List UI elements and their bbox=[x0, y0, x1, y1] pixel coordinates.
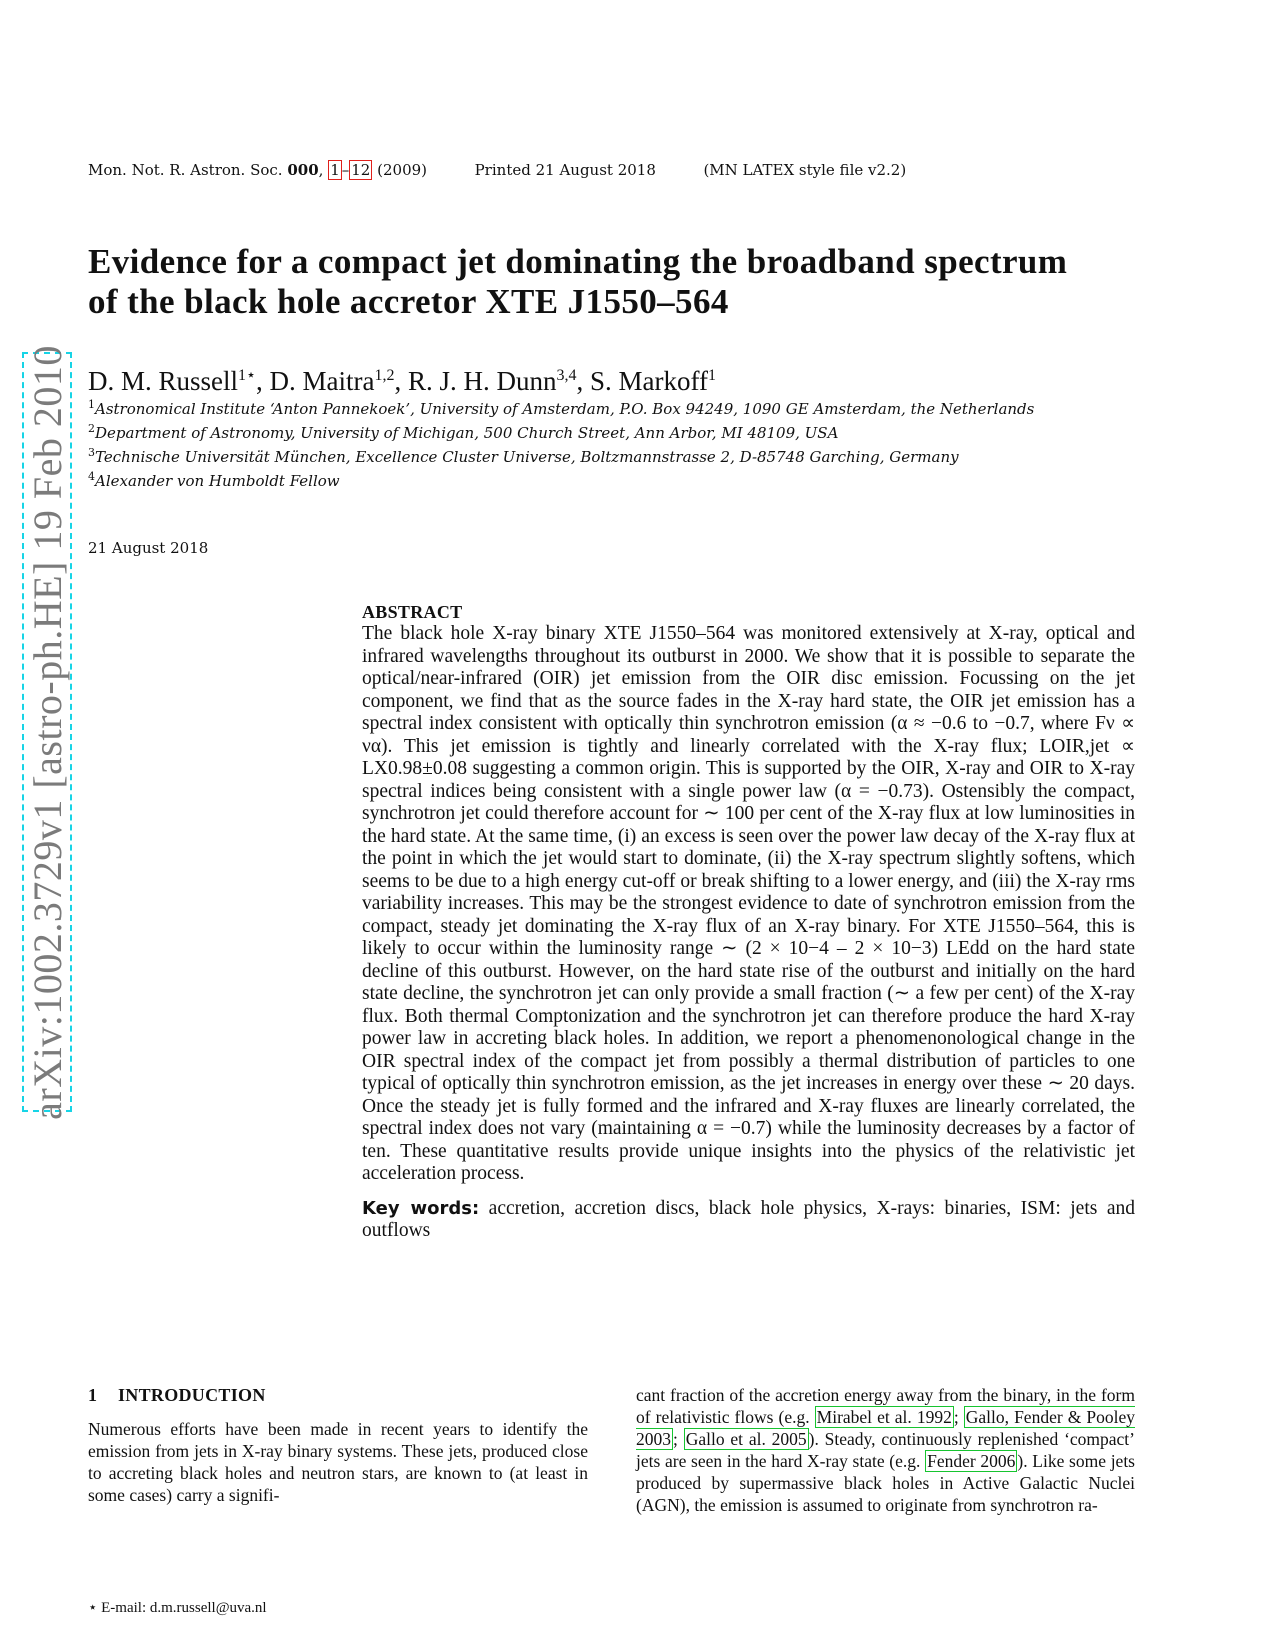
author-affil: 1 bbox=[708, 367, 717, 384]
abstract-text: The black hole X-ray binary XTE J1550–564 was monitored extensively at X-ray, optical and infrared wavelengths throughout its outburst in 2000. We show that it is possible to separate the optical/near-infrared (OIR) jet emission from the OIR disc emission. Focussing on the jet component, we find that as the source fades in the X-ray hard state, the OIR jet emission has a spectral index consistent with optically thin synchrotron emission (α ≈ −0.6 to −0.7, where Fν ∝ να). This jet emission is tightly and linearly correlated with the X-ray flux; LOIR,jet ∝ LX0.98±0.08 suggesting a common origin. This is supported by the OIR, X-ray and OIR to X-ray spectral indices being consistent with a single power law (α = −0.73). Ostensibly the compact, synchrotron jet could therefore account for ∼ 100 per cent of the X-ray flux at low luminosities in the hard state. At the same time, (i) an excess is seen over the power law decay of the X-ray flux at the point in which the jet would start to dominate, (ii) the X-ray spectrum slightly softens, which seems to be due to a high energy cut-off or break shifting to a lower energy, and (iii) the X-ray rms variability increases. This may be the strongest evidence to date of synchrotron emission from the compact, steady jet dominating the X-ray flux of an X-ray binary. For XTE J1550–564, this is likely to occur within the luminosity range ∼ (2 × 10−4 – 2 × 10−3) LEdd on the hard state decline of this outburst. However, on the hard state rise of the outburst and initially on the hard state decline, the synchrotron jet can only provide a small fraction (∼ a few per cent) of the X-ray flux. Both thermal Comptonization and the synchrotron jet can therefore produce the hard X-ray power law in accreting black holes. In addition, we report a phenomenonological change in the OIR spectral index of the compact jet from possibly a thermal distribution of particles to one typical of optically thin synchrotron emission, as the jet increases in energy over these ∼ 20 days. Once the steady jet is fully formed and the infrared and X-ray fluxes are linearly correlated, the spectral index does not vary (maintaining α = −0.7) while the luminosity decreases by a factor of ten. These quantitative results provide unique insights into the physics of the relativistic jet acceleration process. bbox=[362, 623, 1135, 1184]
author-affil: 3,4 bbox=[556, 367, 577, 384]
journal-volume: 000 bbox=[287, 161, 319, 179]
section-title: INTRODUCTION bbox=[118, 1385, 266, 1405]
citation-link[interactable]: Gallo et al. 2005 bbox=[685, 1429, 807, 1449]
author-list: D. M. Russell$^{1⋆}$, D. Maitra$^{1,2}$, R. J. H. Dunn$^{3,4}$, S. Markoff$^1$ bbox=[88, 366, 717, 396]
keywords-label: Key words: bbox=[362, 1197, 480, 1219]
affiliation: $^4$Alexander von Humboldt Fellow bbox=[88, 470, 340, 490]
keywords-text: accretion, accretion discs, black hole physics, X-rays: binaries, ISM: jets and outflows bbox=[362, 1197, 1135, 1241]
printed-date: Printed 21 August 2018 bbox=[474, 161, 656, 179]
author-name: S. Markoff bbox=[590, 366, 709, 396]
running-header: Mon. Not. R. Astron. Soc. 000, 1 – 12 (2009) Printed 21 August 2018 (MN LATEX style file v2.2) bbox=[88, 161, 907, 179]
abstract-block bbox=[362, 601, 1135, 1243]
abstract-heading: ABSTRACT bbox=[362, 602, 463, 622]
section-heading bbox=[88, 1384, 588, 1406]
author-affil: 1,2 bbox=[374, 367, 395, 384]
author-name: D. Maitra bbox=[269, 366, 375, 396]
author-name: R. J. H. Dunn bbox=[408, 366, 557, 396]
intro-paragraph-right: cant fraction of the accretion energy away from the binary, in the form of relativistic flows (e.g. Mirabel et al. 1992 ; Gallo, Fender & Pooley 2003 ; Gallo et al. 2005 ). Steady, continuously replenished ‘compact’ jets are seen in the hard X-ray state (e.g. Fender 2006 ). Like some jets produced by supermassive black holes in Active Galactic Nuclei (AGN), the emission is assumed to originate from synchrotron ra- bbox=[636, 1385, 1135, 1515]
footnote-email: ⋆ E-mail: d.m.russell@uva.nl bbox=[88, 1600, 267, 1616]
citation-link[interactable]: Fender 2006 bbox=[927, 1451, 1016, 1471]
section-number: 1 bbox=[88, 1385, 98, 1405]
paper-title: Evidence for a compact jet dominating the broadband spectrum of the black hole accretor XTE J1550–564 bbox=[88, 242, 1068, 321]
arxiv-sidebar[interactable] bbox=[22, 344, 72, 1120]
page-start-link[interactable]: 1 bbox=[330, 161, 340, 179]
citation-link[interactable]: Mirabel et al. 1992 bbox=[816, 1407, 952, 1427]
paper-date: 21 August 2018 bbox=[88, 539, 209, 557]
affiliation: $^1$Astronomical Institute ‘Anton Pannekoek’, University of Amsterdam, P.O. Box 94249, 1090 GE Amsterdam, the Netherlands bbox=[88, 398, 1035, 418]
keywords bbox=[362, 1198, 1135, 1243]
affiliation: $^3$Technische Universität München, Excellence Cluster Universe, Boltzmannstrasse 2, D-85748 Garching, Germany bbox=[88, 446, 959, 466]
arxiv-identifier: arXiv:1002.3729v1 [astro-ph.HE] 19 Feb 2010 bbox=[24, 344, 70, 1120]
author-name: D. M. Russell bbox=[88, 366, 239, 396]
left-column bbox=[88, 1384, 588, 1506]
citation-link[interactable]: Gallo, Fender & Pooley 2003 bbox=[636, 1407, 1135, 1449]
affiliation-list bbox=[88, 395, 1128, 491]
journal-year: (2009) bbox=[377, 161, 428, 179]
journal-name: Mon. Not. R. Astron. Soc. bbox=[88, 161, 283, 179]
style-file: (MN LATEX style file v2.2) bbox=[703, 161, 907, 179]
author-affil: 1⋆ bbox=[238, 367, 257, 384]
right-column bbox=[636, 1384, 1135, 1516]
affiliation: $^2$Department of Astronomy, University of Michigan, 500 Church Street, Ann Arbor, MI 48109, USA bbox=[88, 422, 839, 442]
intro-paragraph-left: Numerous efforts have been made in recent years to identify the emission from jets in X-ray binary systems. These jets, produced close to accreting black holes and neutron stars, are known to (at least in some cases) carry a signifi- bbox=[88, 1419, 588, 1505]
page-end-link[interactable]: 12 bbox=[351, 161, 371, 179]
